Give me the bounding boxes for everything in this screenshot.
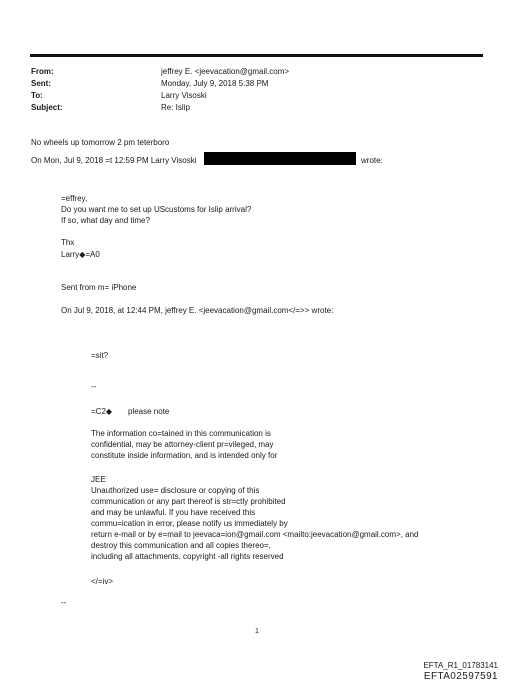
div-close-tag: </=iv> (91, 577, 114, 586)
sent-label: Sent: (31, 79, 51, 88)
reply-text: No wheels up tomorrow 2 pm teterboro (31, 138, 170, 147)
question-line-2: If so, what day and time? (61, 216, 150, 225)
disclaimer-line-2: communication or any part thereof is str=ctly prohibited (91, 497, 286, 506)
signature: Larry◆=A0 (61, 250, 100, 259)
disclaimer-line-1: Unauthorized use= disclosure or copying of this (91, 486, 260, 495)
disclaimer-line-7: including all attachments. copyright -all rights reserved (91, 552, 284, 561)
footer-ref-2: EFTA02597591 (423, 671, 498, 682)
question-line-1: Do you want me to set up UScustoms for Islip arrival? (61, 205, 252, 214)
from-label: From: (31, 67, 54, 76)
to-value: Larry Visoski (161, 91, 207, 100)
end-dashes: -- (61, 598, 67, 607)
thanks: Thx (61, 238, 75, 247)
quote-intro: On Mon, Jul 9, 2018 =t 12:59 PM Larry Visoski (31, 156, 197, 165)
confidential-line-1: The information co=tained in this communication is (91, 429, 271, 438)
greeting: =effrey, (61, 194, 88, 203)
disclaimer-line-3: and may be unlawful. If you have received this (91, 508, 256, 517)
inner-message: =sit? (91, 351, 109, 360)
inner-quote-intro: On Jul 9, 2018, at 12:44 PM, jeffrey E. <jeevacation@gmail.com</=>> wrote: (61, 306, 334, 315)
separator-dashes: -- (91, 382, 97, 391)
subject-value: Re: Islip (161, 103, 190, 112)
redaction-block (204, 152, 356, 165)
subject-label: Subject: (31, 103, 63, 112)
jee-line: JEE (91, 475, 106, 484)
confidential-line-3: constitute inside information, and is intended only for (91, 451, 278, 460)
disclaimer-line-6: destroy this communication and all copies thereo=, (91, 541, 271, 550)
quote-wrote: wrote: (361, 156, 383, 165)
page-number: 1 (255, 628, 259, 635)
note-text: please note (128, 407, 170, 416)
footer-ref-1: EFTA_R1_01783141 (423, 661, 498, 670)
confidential-line-2: confidential, may be attorney-client pr=vileged, may (91, 440, 274, 449)
from-value: jeffrey E. <jeevacation@gmail.com> (161, 67, 290, 76)
to-label: To: (31, 91, 43, 100)
disclaimer-line-5: return e-mail or by e=mail to jeevaca=ion@gmail.com <mailto:jeevacation@gmail.com>, and (91, 530, 419, 539)
header-rule (30, 54, 483, 57)
disclaimer-line-4: commu=ication in error, please notify us immediately by (91, 519, 288, 528)
sent-from: Sent from m= iPhone (61, 283, 137, 292)
sent-value: Monday, July 9, 2018 5:38 PM (161, 79, 269, 88)
note-prefix: =C2◆ (91, 407, 113, 416)
